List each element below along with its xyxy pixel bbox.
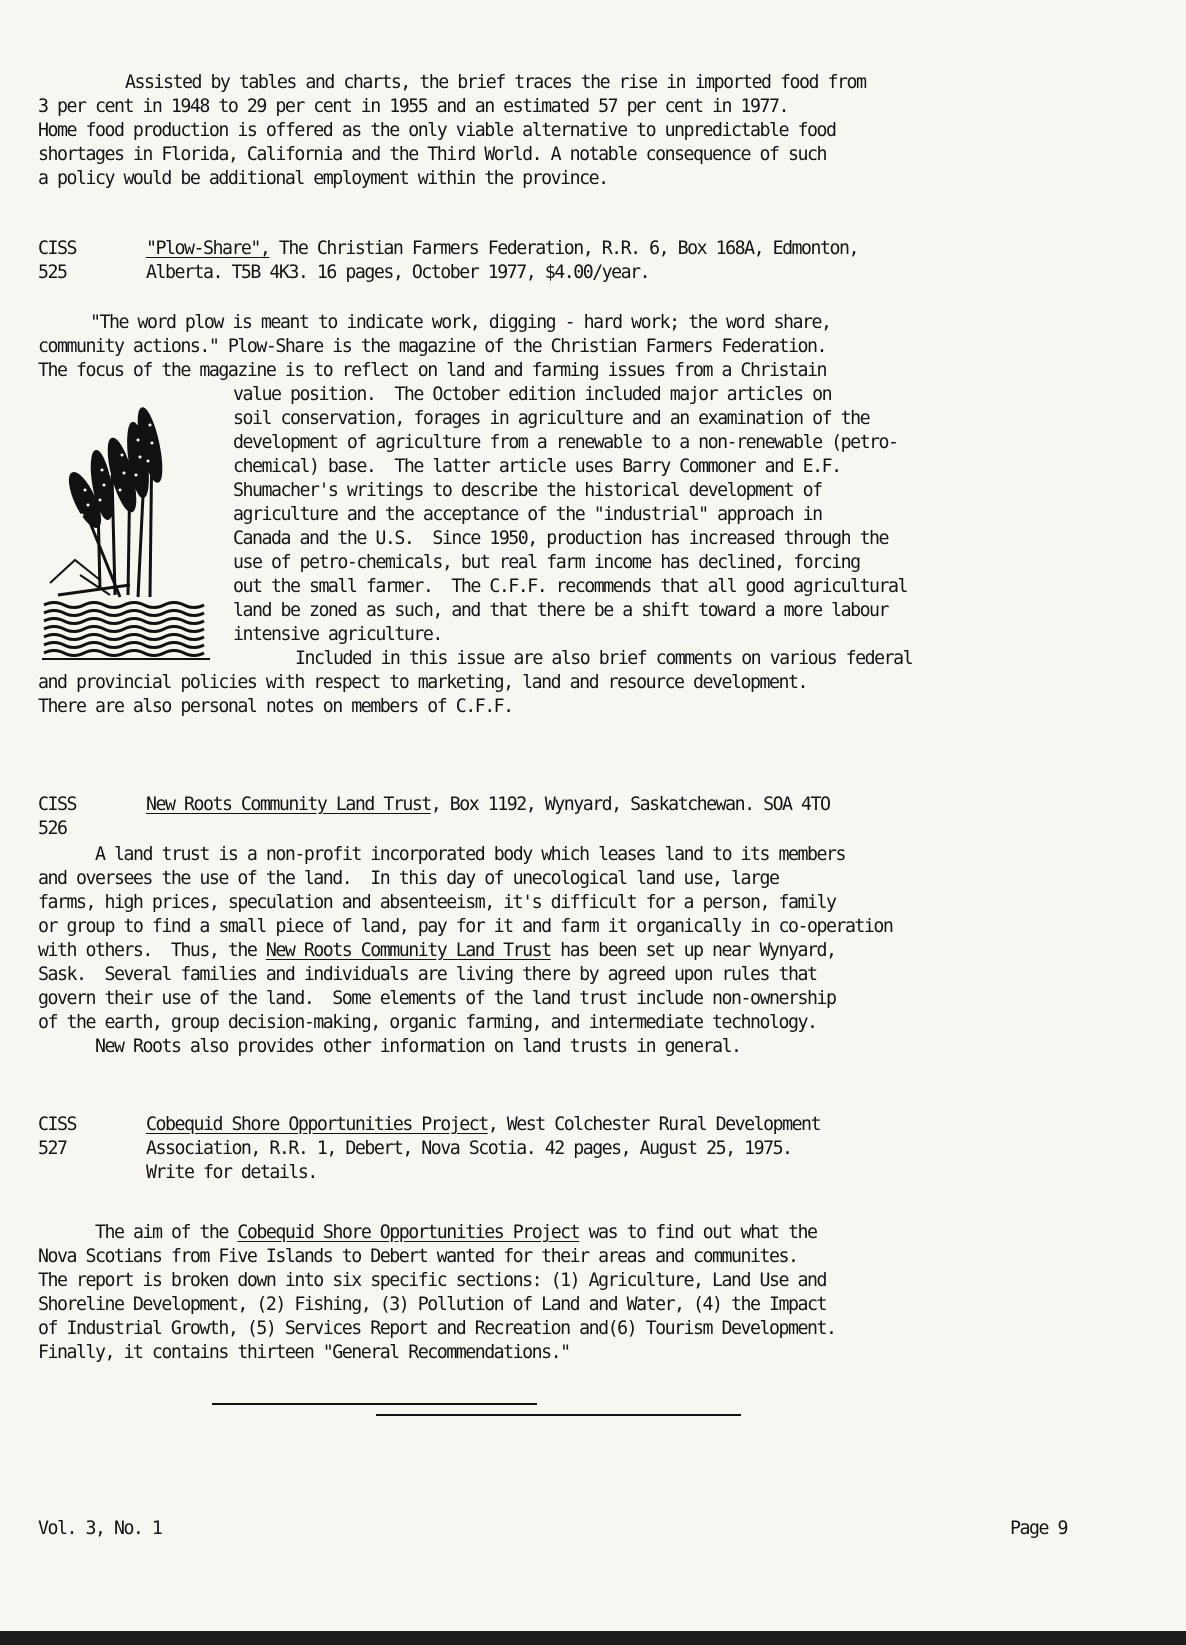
text-line: value position. The October edition included major articles on [233,383,832,405]
text-line: of the earth, group decision-making, organic farming, and intermediate technology. [38,1011,817,1033]
text-line: shortages in Florida, California and the Third World. A notable consequence of such [38,143,826,165]
ciss-label: CISS [38,1113,76,1135]
ciss-label: CISS [38,237,76,259]
text-line: of Industrial Growth, (5) Services Report and Recreation and(6) Tourism Development. [38,1317,836,1339]
entry-title-reference: Cobequid Shore Opportunities Project [237,1221,580,1243]
text-span: was to find out what the [579,1221,817,1243]
citation-text: The Christian Farmers Federation, R.R. 6, Box 168A, Edmonton, [269,237,859,259]
text-line: farms, high prices, speculation and absenteeism, it's difficult for a person, family [38,891,836,913]
citation-line [146,792,830,816]
citation-text: , Box 1192, Wynyard, Saskatchewan. SOA 4TO [430,793,830,815]
text-line: agriculture and the acceptance of the "industrial" approach in [233,503,822,525]
ciss-number: 527 [38,1137,67,1159]
text-line: Shoreline Development, (2) Fishing, (3) Pollution of Land and Water, (4) the Impact [38,1293,826,1315]
text-line: soil conservation, forages in agriculture and an examination of the [233,407,870,429]
text-line: New Roots also provides other information on land trusts in general. [95,1035,741,1057]
entry-title: "Plow-Share", [146,237,270,259]
ciss-label: CISS [38,793,76,815]
footer-volume: Vol. 3, No. 1 [38,1517,162,1539]
text-line: Assisted by tables and charts, the brief traces the rise in imported food from [125,71,866,93]
text-line: Finally, it contains thirteen "General Recommendations." [38,1341,570,1363]
text-line: Included in this issue are also brief comments on various federal [295,647,913,669]
section-divider [376,1414,741,1416]
text-line: and oversees the use of the land. In this day of unecological land use, large [38,867,779,889]
text-line: Sask. Several families and individuals are living there by agreed upon rules that [38,963,817,985]
text-span: has been set up near Wynyard, [550,939,836,961]
footer-page-number: Page 9 [1010,1517,1067,1539]
text-line: and provincial policies with respect to marketing, land and resource development. [38,671,807,693]
text-line: chemical) base. The latter article uses Barry Commoner and E.F. [233,455,841,477]
text-line: Home food production is offered as the only viable alternative to unpredictable food [38,119,836,141]
wheat-stalks-over-water-illustration [40,405,215,660]
text-line: intensive agriculture. [233,623,442,645]
text-line: development of agriculture from a renewable to a non-renewable (petro- [233,431,898,453]
text-span: The aim of the [95,1221,238,1243]
text-line: a policy would be additional employment within the province. [38,167,608,189]
text-line: A land trust is a non-profit incorporated body which leases land to its members [95,843,845,865]
text-line: community actions." Plow-Share is the magazine of the Christian Farmers Federation. [38,335,826,357]
text-span: with others. Thus, the [38,939,266,961]
ciss-number: 525 [38,261,67,283]
text-line: land be zoned as such, and that there be a shift toward a more labour [233,599,889,621]
text-line [95,1220,817,1244]
citation-line: Write for details. [146,1161,317,1183]
citation-line [146,236,858,260]
text-line: Canada and the U.S. Since 1950, production has increased through the [233,527,889,549]
citation-line: Alberta. T5B 4K3. 16 pages, October 1977, $4.00/year. [146,261,650,283]
entry-title: New Roots Community Land Trust [146,793,431,815]
text-line: There are also personal notes on members of C.F.F. [38,695,513,717]
text-line: 3 per cent in 1948 to 29 per cent in 1955 and an estimated 57 per cent in 1977. [38,95,788,117]
text-line: out the small farmer. The C.F.F. recommends that all good agricultural [233,575,908,597]
text-line: "The word plow is meant to indicate work, digging - hard work; the word share, [90,311,831,333]
text-line: govern their use of the land. Some elements of the land trust include non-ownership [38,987,836,1009]
text-line: or group to find a small piece of land, pay for it and farm it organically in co-operation [38,915,893,937]
ciss-number: 526 [38,817,67,839]
citation-text: , West Colchester Rural Development [487,1113,821,1135]
citation-line [146,1112,820,1136]
entry-title-reference: New Roots Community Land Trust [265,939,551,961]
entry-title: Cobequid Shore Opportunities Project [146,1113,488,1135]
text-line: Shumacher's writings to describe the historical development of [233,479,822,501]
citation-line: Association, R.R. 1, Debert, Nova Scotia. 42 pages, August 25, 1975. [146,1137,792,1159]
text-line [38,938,835,962]
text-line: The focus of the magazine is to reflect on land and farming issues from a Christain [38,359,826,381]
scan-edge [0,1631,1186,1645]
text-line: use of petro-chemicals, but real farm income has declined, forcing [233,551,860,573]
text-line: The report is broken down into six specific sections: (1) Agriculture, Land Use and [38,1269,826,1291]
section-divider [212,1403,537,1405]
text-line: Nova Scotians from Five Islands to Debert wanted for their areas and communites. [38,1245,798,1267]
